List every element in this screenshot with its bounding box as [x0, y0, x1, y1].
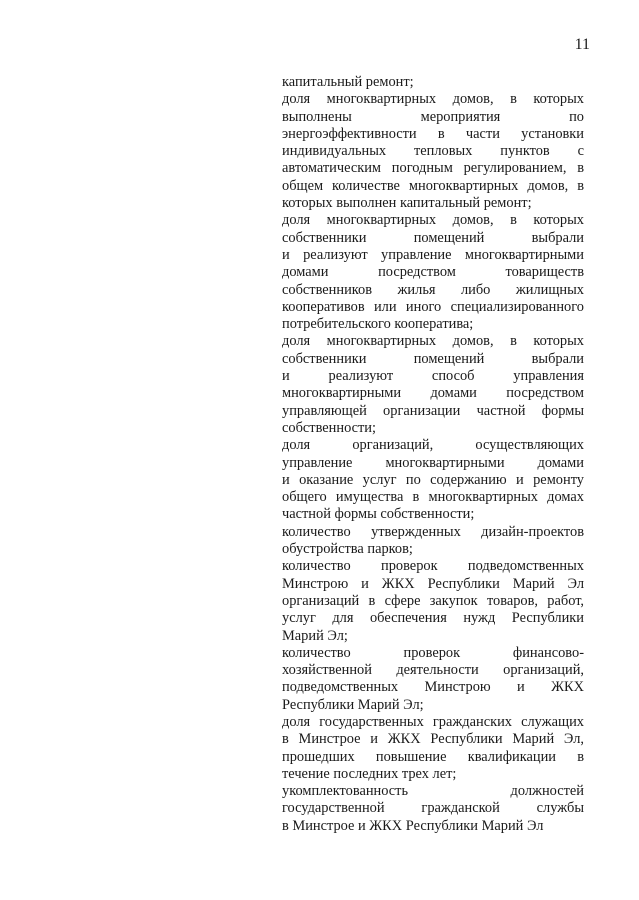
document-body: [282, 74, 584, 835]
text-line: капитальный ремонт;: [282, 74, 414, 90]
text-line: собственники помещений выбрали: [282, 350, 584, 367]
text-line: доля организаций, осуществляющих: [282, 437, 584, 454]
text-line: частной формы собственности;: [282, 506, 475, 523]
text-line: домами посредством товариществ: [282, 264, 584, 281]
text-line: в Минстрое и ЖКХ Республики Марий Эл: [282, 817, 544, 834]
text-line: энергоэффективности в части установки: [282, 125, 584, 142]
text-line: управляющей организации частной формы: [282, 402, 584, 419]
text-line: количество утвержденных дизайн-проектов: [282, 523, 584, 540]
text-line: хозяйственной деятельности организаций,: [282, 662, 584, 679]
text-line: Республики Марий Эл;: [282, 696, 424, 713]
text-line: доля многоквартирных домов, в которых: [282, 212, 584, 229]
text-line: собственности;: [282, 419, 377, 436]
text-line: собственники помещений выбрали: [282, 229, 584, 246]
text-line: кооперативов или иного специализированного: [282, 298, 584, 315]
text-line: укомплектованность должностей: [282, 783, 584, 800]
text-line: количество проверок финансово-: [282, 644, 584, 661]
text-line: и реализуют способ управления: [282, 368, 584, 385]
text-line: автоматическим погодным регулированием, в: [282, 160, 584, 177]
text-line: общего имущества в многоквартирных домах: [282, 489, 584, 506]
text-line: индивидуальных тепловых пунктов с: [282, 143, 584, 160]
text-line: которых выполнен капитальный ремонт;: [282, 195, 532, 212]
text-line: количество проверок подведомственных: [282, 558, 584, 575]
text-line: услуг для обеспечения нужд Республики: [282, 610, 584, 627]
text-line: доля многоквартирных домов, в которых: [282, 91, 584, 108]
text-line: организаций в сфере закупок товаров, работ,: [282, 592, 584, 609]
text-line: и реализуют управление многоквартирными: [282, 246, 584, 263]
text-line: подведомственных Минстрою и ЖКХ: [282, 679, 584, 696]
text-line: собственников жилья либо жилищных: [282, 281, 584, 298]
text-line: доля многоквартирных домов, в которых: [282, 333, 584, 350]
text-line: управление многоквартирными домами: [282, 454, 584, 471]
text-line: и оказание услуг по содержанию и ремонту: [282, 471, 584, 488]
text-line: прошедших повышение квалификации в: [282, 748, 584, 765]
text-line: обустройства парков;: [282, 541, 413, 558]
text-line: Марий Эл;: [282, 627, 348, 644]
text-line: в Минстрое и ЖКХ Республики Марий Эл,: [282, 731, 584, 748]
text-line: государственной гражданской службы: [282, 800, 584, 817]
text-line: выполнены мероприятия по: [282, 108, 584, 125]
text-line: Минстрою и ЖКХ Республики Марий Эл: [282, 575, 584, 592]
text-line: многоквартирными домами посредством: [282, 385, 584, 402]
text-line: доля государственных гражданских служащих: [282, 713, 584, 730]
text-line: общем количестве многоквартирных домов, в: [282, 177, 584, 194]
text-line: потребительского кооператива;: [282, 316, 474, 333]
text-line: течение последних трех лет;: [282, 765, 457, 782]
page-number: 11: [574, 36, 590, 53]
